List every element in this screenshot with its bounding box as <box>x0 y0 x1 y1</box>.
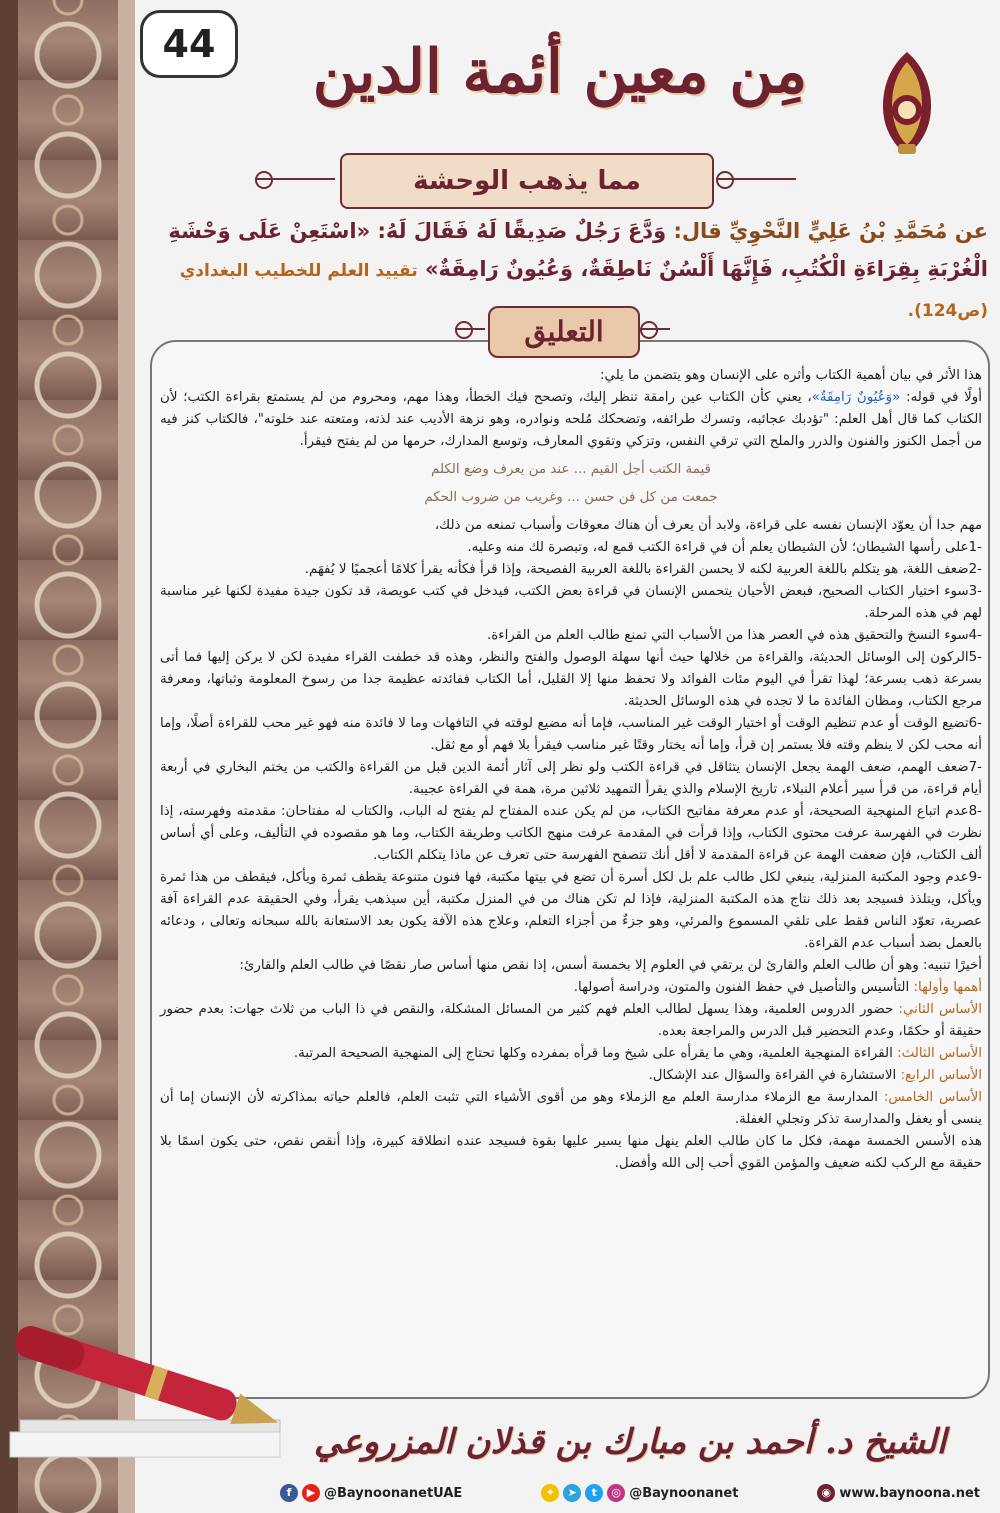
hadith-text: وَدَّعَ رَجُلٌ صَدِيقًا لَهُ فَقَالَ لَهُ: «اسْتَعِنْ عَلَى وَحْشَةِ الْغُرْبَةِ بِقِرَاءَةِ الْكُتُبِ، فَإِنَّهَا أَلْسُنٌ نَاطِقَةٌ، وَعُيُونٌ رَامِقَةٌ» <box>168 219 988 281</box>
pen-and-paper-illustration-icon <box>0 1320 300 1470</box>
footer-social-bar <box>280 1478 980 1508</box>
ornament-commentary-right <box>640 328 670 330</box>
obstacle-item: -3سوء اختيار الكتاب الصحيح، فبعض الأحيان يتحمس الإنسان في قراءة بعض الكتب، فيدخل في كتب عويصة، قد تكون جيدة مفيدة لكنها غير مناسبة لهم في هذه المرحلة. <box>160 584 982 621</box>
commentary-intro: هذا الأثر في بيان أهمية الكتاب وأثره على الإنسان وهو يتضمن ما يلي: <box>600 368 982 383</box>
foundation-label: الأساس الثالث: <box>897 1046 982 1061</box>
final-note-intro: أخيرًا تنبيه: وهو أن طالب العلم والقارئ لن يرتقي في العلوم إلا بخمسة أسس، إذا نقص منها أساس صار نقصًا في طالب العلم والقارئ: <box>239 958 982 973</box>
hadith-narrator: عن مُحَمَّدِ بْنُ عَلِيٍّ النَّحْوِيِّ قال: <box>673 219 988 243</box>
foundation-item <box>160 1087 982 1131</box>
obstacle-item: -2ضعف اللغة، هو يتكلم باللغة العربية لكنه لا يحسن القراءة باللغة العربية الفصيحة، وإذا قرأ فكأنه يقرأ كلامًا أعجميًا لا يُفهَم. <box>304 562 982 577</box>
poem-line-2: جمعت من كل فن حسن ... وغريب من ضروب الحكم <box>424 490 718 505</box>
border-edge-right <box>118 0 135 1513</box>
page-number-badge: 44 <box>140 10 238 78</box>
website-link[interactable]: www.baynoona.net <box>839 1485 980 1501</box>
twitter-icon[interactable]: t <box>585 1484 603 1502</box>
first-point-text: ، يعني كأن الكتاب عين رامقة تنظر إليك، وتصحح فيك الخطأ، وهذا مهم، ومحروم من لم يستمتع بقراءة الكتب؛ لأن الكتاب كما قال أهل العلم: "تؤدبك عجائبه، وتسرك طرائفه، وتضحكك مُلحه ونوادره، وهو نزهة الأديب عند لذته، ومتعته عند خلوته"، فالكتاب كنز فيه من أجمل الكنوز والفنون والدرر والملح التي ترقي النفس، وتزكي وتقوي المعارف، وتوسع المدارك، حرمها من لم يفتح فيقرأ. <box>160 390 982 449</box>
ornament-commentary-left <box>455 328 485 330</box>
poem-line-1: قيمة الكتب أجل القيم ... عند من يعرف وضع الكلم <box>431 462 711 477</box>
commentary-conclusion: هذه الأسس الخمسة مهمة، فكل ما كان طالب العلم ينهل منها يسير عليها بقوة فسيجد عنده انطلاقة كبيرة، وإذا أنقص نقص، حتى يكون اسمًا بلا حقيقة مع الركب لكنه ضعيف والمؤمن القوي أحب إلى الله وأفضل. <box>160 1134 982 1171</box>
foundation-item <box>160 1065 982 1087</box>
obstacle-item: -5الركون إلى الوسائل الحديثة، والقراءة من خلالها حيث أنها سهلة الوصول والفتح والنظر، وهذه قد خطفت القراء مفيدة لكن لا يركن إليها فما أتى بسرعة ذهب بسرعة؛ لهذا تقرأ في اليوم مئات الفوائد ولا تحفظ منها إلا القليل، أما الكتاب ففائدته عظيمة جدا من رسوخ المعلومة وثباتها، ومعرفة مرجع الكتاب، ومظان الفائدة ما لا تجده في هذه الوسائل الحديثة. <box>160 650 982 709</box>
commentary-title: التعليق <box>488 306 640 358</box>
section-title: مما يذهب الوحشة <box>340 153 714 209</box>
obstacle-item: -4سوء النسخ والتحقيق هذه في العصر هذا من الأسباب التي تمنع طالب العلم من القراءة. <box>487 628 982 643</box>
obstacle-item: -6تضيع الوقت أو عدم تنظيم الوقت أو اختيار الوقت غير المناسب، فإما أنه مضيع لوقته في التافهات وما لا فائدة منه فهو غير محب للقراءة أصلًا، وإما أنه محب لكن لا ينظم وقته فلا يستمر إن قرأ، وإما أنه يختار وقتًا غير مناسب فيقرأ بلا فهم أو مع ثقل. <box>160 716 982 753</box>
website-icon[interactable]: ◉ <box>817 1484 835 1502</box>
decorative-side-border <box>0 0 135 1513</box>
ornament-left <box>255 178 335 180</box>
instagram-icon[interactable]: ◎ <box>607 1484 625 1502</box>
hadith-reference: تقييد العلم للخطيب البغدادي (ص124). <box>179 261 988 321</box>
foundation-item <box>160 977 982 999</box>
foundation-label: الأساس الخامس: <box>883 1090 982 1105</box>
footer-website-group[interactable] <box>817 1484 980 1502</box>
foundation-text: حضور الدروس العلمية، وهذا يسهل لطالب العلم فهم كثير من المسائل المشكلة، والنقص في ذا الباب من ثلاث جهات: بعدم حضور حقيقة أو حكمًا، وعدم التحضير قبل الدرس والمراجعة بعده. <box>160 1002 982 1039</box>
series-title: مِن معين أئمة الدين <box>312 37 808 107</box>
youtube-icon[interactable]: ▶ <box>302 1484 320 1502</box>
foundation-label: الأساس الرابع: <box>900 1068 982 1083</box>
obstacles-intro: مهم جدا أن يعوّد الإنسان نفسه على قراءة، ولابد أن يعرف أن هناك معوقات وأسباب تمنعه من ذلك، <box>434 518 982 533</box>
facebook-icon[interactable]: f <box>280 1484 298 1502</box>
commentary-body <box>160 365 982 1175</box>
telegram-icon[interactable]: ➤ <box>563 1484 581 1502</box>
foundation-text: القراءة المنهجية العلمية، وهي ما يقرأه على شيخ وما قرأه بمفرده وكلها تحتاج إلى المنهجية الصحيحة المرتبة. <box>293 1046 898 1061</box>
first-point-quote: «وَعُيُونٌ رَامِقَةٌ» <box>811 390 901 405</box>
foundation-text: المدارسة مع الزملاء مدارسة العلم مع الزملاء وهو من أقوى الأشياء التي تثبت العلم، فالعلم حياته بمذاكرته لأن الإنسان إما أن ينسى أو يغفل والمدارسة تذكر وتجلي الغفلة. <box>160 1090 982 1127</box>
border-edge-left <box>0 0 18 1513</box>
social-handle-main[interactable]: @Baynoonanet <box>629 1485 739 1501</box>
social-handle-uae[interactable]: @BaynoonanetUAE <box>324 1485 463 1501</box>
baynoona-logo-icon <box>868 48 946 158</box>
foundation-label: أهمها وأولها: <box>913 980 982 995</box>
first-point-label: أولًا في قوله: <box>906 390 982 405</box>
foundation-text: التأسيس والتأصيل في حفظ الفنون والمتون، ودراسة أصولها. <box>573 980 914 995</box>
footer-main-group[interactable] <box>541 1484 738 1502</box>
obstacle-item: -7ضعف الهمم، ضعف الهمة يجعل الإنسان يتثاقل في قراءة الكتب ولو نظر إلى آثار أئمة الدين قبل من القراءة والكتب من يختم البخاري في أربعة أيام قراءة، من قرأ سير أعلام النبلاء، تاريخ الإسلام والذي يقرأ التمهيد ثلاثين مرة، همة في القراءة عجيبة. <box>160 760 982 797</box>
foundation-item <box>160 999 982 1043</box>
footer-uae-group[interactable] <box>280 1484 462 1502</box>
obstacle-item: -8عدم اتباع المنهجية الصحيحة، أو عدم معرفة مفاتيح الكتاب، من لم يكن عنده المفتاح لم يفتح له الباب، والكتاب له مفتاحان: مقدمته وفهرسته، إذا نظرت في الفهرسة عرفت محتوى الكتاب، وإذا قرأت في المقدمة عرفت منهج الكاتب وطريقة الكتاب، وما هو مقصوده في التأليف، وعلى أي أساس ألف الكتاب، فإن ضعفت الهمة عن قراءة المقدمة لا أقل أنك تتصفح الفهرسة حتى تعرف عن ماذا يتكلم الكتاب. <box>160 804 982 863</box>
border-pattern <box>18 0 118 1513</box>
author-signature: الشيخ د. أحمد بن مبارك بن قذلان المزروعي <box>313 1422 947 1462</box>
ornament-right <box>716 178 796 180</box>
commentary-first-point <box>160 387 982 453</box>
foundation-text: الاستشارة في القراءة والسؤال عند الإشكال. <box>648 1068 901 1083</box>
snapchat-icon[interactable]: ✦ <box>541 1484 559 1502</box>
obstacle-item: -9عدم وجود المكتبة المنزلية، ينبغي لكل طالب علم بل لكل أسرة أن تضع في بيتها مكتبة، فها فنون متنوعة يقطف ثمرة ويأكل، فيقطف من هذا ثمرة ويأكل، ويتلذذ فسيجد بعد ذلك نتاج هذه المكتبة المنزلية، فإذا لم تكن هناك من في المنزل مكتبة، أين سيذهب يقرأ، وفي الحقيقة عدم القراءة آفة عصرية، تعوّد الناس فقط على تلقي المسموع والمرئي، وهو جزءٌ من أجزاء التعلم، وعلاج هذه الآفة يكون بعد الاستعانة بالله سبحانه وتعالى ، ودعائه بالعمل بضد أسباب عدم القراءة. <box>160 870 982 951</box>
foundation-label: الأساس الثاني: <box>898 1002 982 1017</box>
foundation-item <box>160 1043 982 1065</box>
obstacle-item: -1على رأسها الشيطان؛ لأن الشيطان يعلم أن في قراءة الكتب قمع له، وتبصرة لك منه وعليه. <box>467 540 982 555</box>
